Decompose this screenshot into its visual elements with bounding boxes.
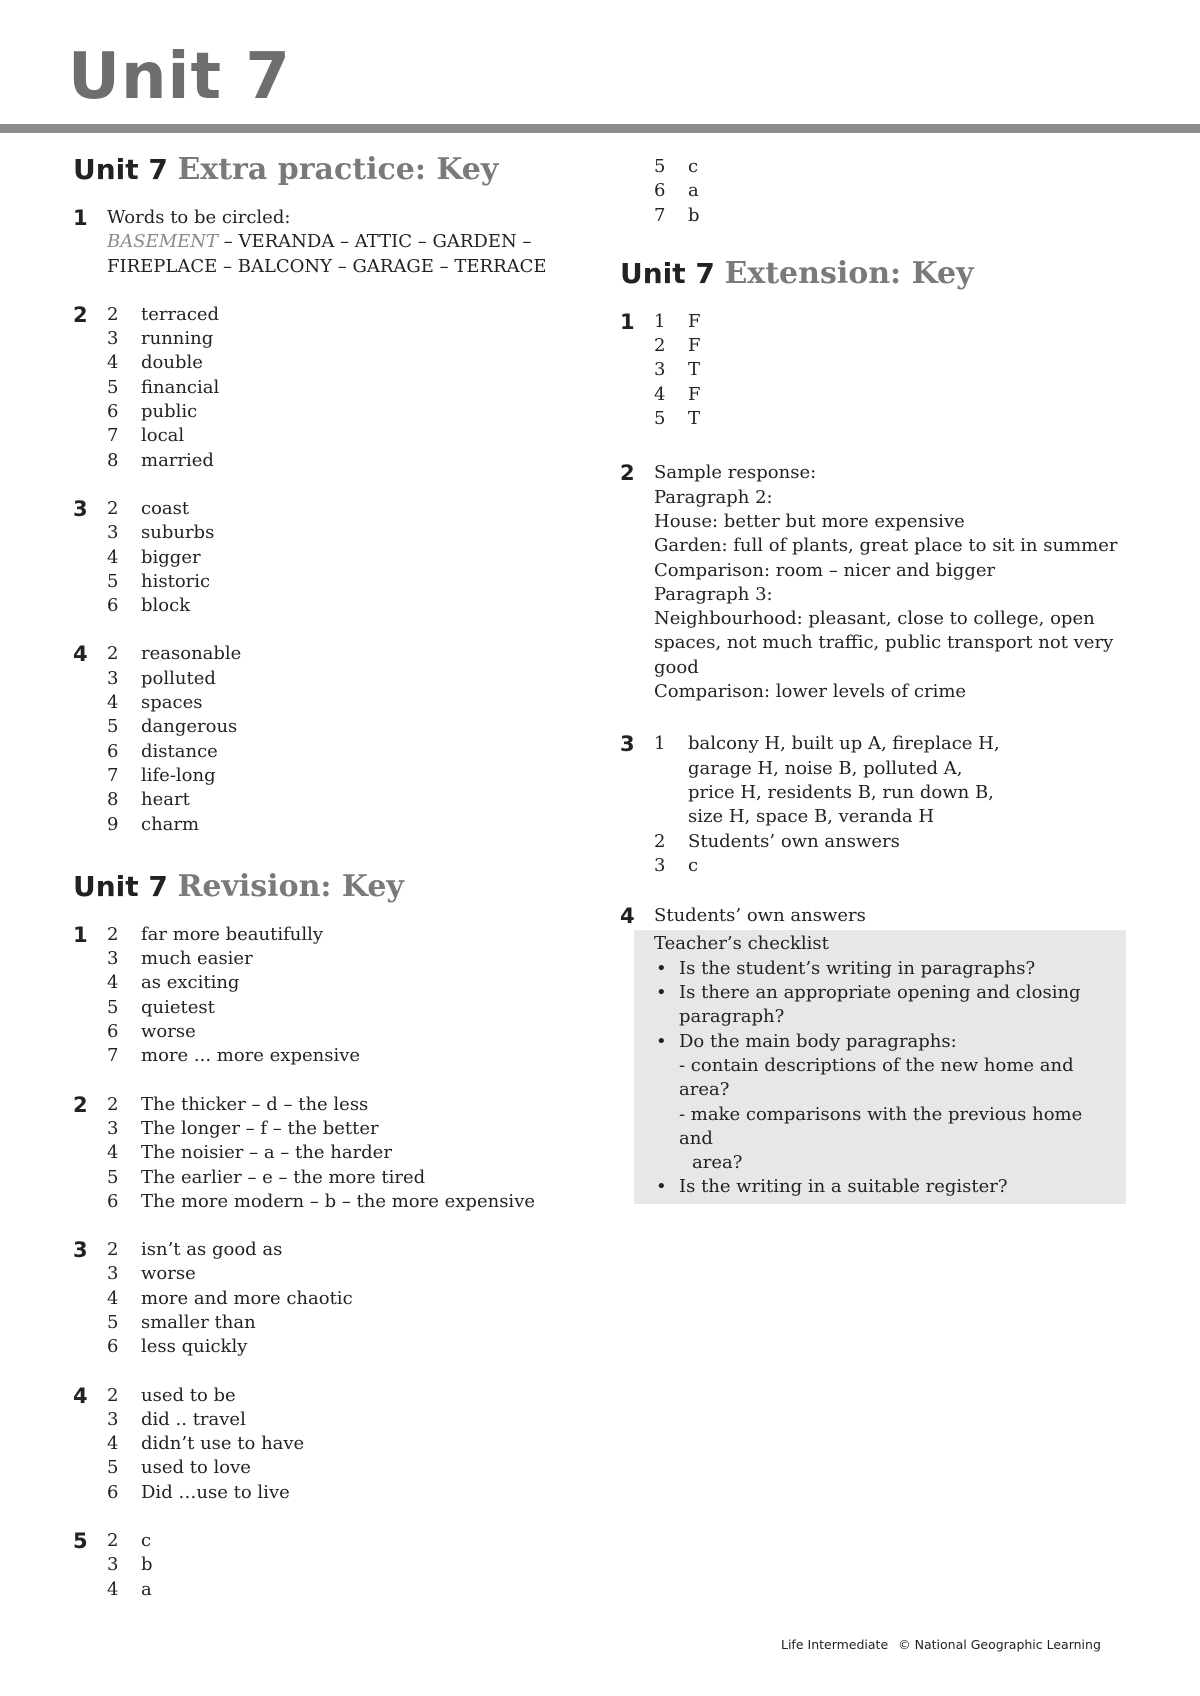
item-number: 7 — [107, 425, 119, 447]
item-number: 2 — [107, 1239, 119, 1261]
item-text: polluted — [141, 667, 216, 689]
exercise-number: 3 — [73, 496, 88, 521]
list-item — [107, 740, 613, 764]
answer-line: House: better but more expensive — [654, 510, 965, 532]
list-item — [107, 1093, 613, 1117]
answer-line: good — [654, 656, 699, 678]
item-number: 5 — [107, 1457, 119, 1479]
checklist-continuation: paragraph? — [679, 1006, 785, 1028]
list-item — [107, 996, 613, 1020]
list-item — [107, 1238, 613, 1262]
item-number: 5 — [107, 996, 119, 1018]
teacher-checklist — [634, 930, 1126, 1203]
answer-line: balcony H, built up A, fireplace H, — [688, 733, 1000, 755]
list-item — [107, 1553, 613, 1577]
item-number: 2 — [107, 1384, 119, 1406]
item-text: dangerous — [141, 716, 238, 738]
bullet-icon: • — [656, 1030, 667, 1052]
item-text: The thicker – d – the less — [141, 1093, 369, 1115]
item-number: 3 — [654, 854, 666, 876]
heading-unit: Unit 7 — [620, 256, 715, 290]
page-title: Unit 7 — [68, 40, 291, 114]
item-text: spaces — [141, 692, 203, 714]
answer-line: Sample response: — [654, 462, 817, 484]
answer-line: Garden: full of plants, great place to sit in summer — [654, 535, 1118, 557]
item-text: Students’ own answers — [688, 830, 900, 852]
list-item — [107, 521, 613, 545]
exercise-number: 4 — [620, 904, 635, 929]
list-item — [107, 351, 613, 375]
item-text: isn’t as good as — [141, 1239, 283, 1261]
heading-label: Extension: Key — [724, 255, 974, 291]
list-item — [107, 327, 613, 351]
checklist-title: Teacher’s checklist — [654, 933, 829, 955]
item-number: 2 — [107, 1093, 119, 1115]
item-text: suburbs — [141, 522, 215, 544]
list-item — [654, 732, 1140, 829]
item-text: The noisier – a – the harder — [141, 1142, 392, 1164]
item-text: distance — [141, 740, 218, 762]
right-column — [620, 155, 1140, 1228]
heading-label: Revision: Key — [177, 868, 404, 904]
list-item — [654, 155, 1140, 179]
list-item — [107, 1020, 613, 1044]
item-text: The earlier – e – the more tired — [141, 1166, 426, 1188]
exercise — [73, 303, 613, 473]
item-text: double — [141, 352, 203, 374]
answer-line: Words to be circled: — [107, 207, 291, 228]
item-text: b — [141, 1554, 153, 1576]
item-number: 6 — [107, 1021, 119, 1043]
list-item — [654, 358, 1140, 382]
checklist-item — [654, 1030, 1116, 1054]
item-text: T — [688, 408, 701, 430]
item-text: more ... more expensive — [141, 1045, 361, 1067]
item-number: 3 — [107, 667, 119, 689]
example-word: BASEMENT — [107, 231, 219, 253]
item-number: 6 — [654, 180, 666, 202]
checklist-text: Do the main body paragraphs: — [679, 1030, 957, 1052]
list-item — [654, 334, 1140, 358]
checklist-continuation: area? — [692, 1152, 743, 1174]
list-item — [107, 1456, 613, 1480]
list-item — [107, 691, 613, 715]
footer-book: Life Intermediate — [781, 1637, 889, 1652]
answer-line: garage H, noise B, polluted A, — [688, 757, 963, 779]
list-item — [107, 570, 613, 594]
item-number: 2 — [107, 497, 119, 519]
item-text: smaller than — [141, 1311, 256, 1333]
item-number: 4 — [107, 1433, 119, 1455]
list-item — [107, 813, 613, 837]
header-divider — [0, 124, 1200, 133]
exercise — [620, 310, 1140, 431]
item-text: a — [688, 180, 699, 202]
item-text: far more beautifully — [141, 923, 324, 945]
bullet-icon: • — [656, 1176, 667, 1198]
exercise-number: 2 — [73, 302, 88, 327]
list-item — [107, 1578, 613, 1602]
exercise-continued — [620, 155, 1140, 228]
list-item — [107, 303, 613, 327]
answer-line — [107, 230, 613, 254]
list-item — [107, 594, 613, 618]
item-number: 7 — [107, 1045, 119, 1067]
exercise-number: 2 — [620, 461, 635, 486]
item-text: historic — [141, 570, 211, 592]
list-item — [654, 407, 1140, 431]
item-number: 2 — [654, 335, 666, 357]
list-item — [107, 788, 613, 812]
answer-line: price H, residents B, run down B, — [688, 781, 994, 803]
list-item — [654, 854, 1140, 878]
item-number: 1 — [654, 733, 666, 755]
page-footer — [781, 1637, 1101, 1652]
item-text: T — [688, 359, 701, 381]
exercise — [73, 642, 613, 836]
item-number: 4 — [107, 546, 119, 568]
item-text: quietest — [141, 996, 215, 1018]
item-text: heart — [141, 789, 190, 811]
list-item — [654, 310, 1140, 334]
exercise-number: 4 — [73, 642, 88, 667]
exercise-number: 1 — [73, 922, 88, 947]
item-number: 3 — [654, 359, 666, 381]
answer-line: Students’ own answers — [654, 905, 866, 927]
answer-line: Neighbourhood: pleasant, close to college, open — [654, 608, 1095, 630]
item-text: c — [688, 854, 699, 876]
list-item — [107, 1141, 613, 1165]
answer-line: Paragraph 3: — [654, 583, 773, 605]
exercise-number: 4 — [73, 1383, 88, 1408]
item-number: 4 — [107, 1142, 119, 1164]
item-number: 9 — [107, 813, 119, 835]
item-number: 5 — [107, 376, 119, 398]
item-number: 5 — [107, 716, 119, 738]
item-text: The longer – f – the better — [141, 1117, 379, 1139]
checklist-item — [654, 1175, 1116, 1199]
list-item — [654, 383, 1140, 407]
exercise — [73, 1093, 613, 1214]
list-item — [107, 1166, 613, 1190]
item-text: block — [141, 595, 191, 617]
checklist-text: Is the student’s writing in paragraphs? — [679, 957, 1036, 979]
exercise-number: 2 — [73, 1092, 88, 1117]
item-text: life-long — [141, 764, 216, 786]
checklist-text: Is the writing in a suitable register? — [679, 1176, 1008, 1198]
item-number: 6 — [107, 595, 119, 617]
exercise — [620, 904, 1140, 1204]
item-text: terraced — [141, 303, 220, 325]
exercise — [73, 1529, 613, 1602]
answer-line: spaces, not much traffic, public transport not very — [654, 632, 1114, 654]
item-text: used to be — [141, 1384, 236, 1406]
heading-unit: Unit 7 — [73, 869, 168, 903]
item-number: 5 — [107, 1166, 119, 1188]
list-item — [107, 424, 613, 448]
answer-line: Paragraph 2: — [654, 486, 773, 508]
item-number: 5 — [107, 1311, 119, 1333]
item-text: a — [141, 1578, 152, 1600]
answer-line: FIREPLACE – BALCONY – GARAGE – TERRACE — [107, 255, 547, 277]
list-item — [107, 1044, 613, 1068]
answer-line: Comparison: room – nicer and bigger — [654, 559, 996, 581]
extension-heading — [620, 254, 1140, 294]
item-text: as exciting — [141, 972, 240, 994]
exercise-number: 1 — [620, 309, 635, 334]
list-item — [107, 1529, 613, 1553]
item-number: 6 — [107, 740, 119, 762]
list-item — [107, 546, 613, 570]
exercise — [73, 497, 613, 618]
item-number: 5 — [654, 408, 666, 430]
list-item — [107, 1335, 613, 1359]
item-text: did .. travel — [141, 1408, 246, 1430]
answer-line: Comparison: lower levels of crime — [654, 681, 967, 703]
bullet-icon: • — [656, 982, 667, 1004]
item-text: running — [141, 328, 214, 350]
checklist-item — [654, 981, 1116, 1005]
exercise — [73, 1384, 613, 1505]
exercise-number: 1 — [73, 206, 88, 230]
checklist-subitem: - make comparisons with the previous home and — [679, 1103, 1083, 1149]
item-number: 1 — [654, 310, 666, 332]
list-item — [107, 376, 613, 400]
answer-line: size H, space B, veranda H — [688, 806, 935, 828]
list-item — [107, 1287, 613, 1311]
item-text: more and more chaotic — [141, 1287, 353, 1309]
list-item — [107, 1384, 613, 1408]
list-item — [107, 764, 613, 788]
item-text: F — [688, 383, 701, 405]
list-item — [107, 971, 613, 995]
item-text: worse — [141, 1263, 196, 1285]
item-number: 4 — [107, 1578, 119, 1600]
list-item — [654, 204, 1140, 228]
bullet-icon: • — [656, 957, 667, 979]
exercise-number: 3 — [620, 732, 635, 757]
item-number: 3 — [107, 1408, 119, 1430]
item-number: 5 — [654, 156, 666, 177]
list-item — [654, 830, 1140, 854]
item-number: 2 — [654, 830, 666, 852]
list-item — [107, 1190, 613, 1214]
item-number: 6 — [107, 401, 119, 423]
item-text: public — [141, 401, 198, 423]
footer-copyright: © National Geographic Learning — [898, 1637, 1101, 1652]
item-number: 6 — [107, 1481, 119, 1503]
item-number: 6 — [107, 1190, 119, 1212]
list-item — [107, 642, 613, 666]
exercise-number: 5 — [73, 1529, 88, 1554]
item-number: 3 — [107, 1117, 119, 1139]
item-number: 8 — [107, 449, 119, 471]
item-number: 7 — [654, 204, 666, 226]
exercise — [73, 923, 613, 1069]
item-text: charm — [141, 813, 200, 835]
exercise — [73, 1238, 613, 1359]
exercise — [620, 732, 1140, 878]
item-text: c — [688, 156, 699, 177]
item-text: financial — [141, 376, 220, 398]
item-number: 4 — [654, 383, 666, 405]
list-item — [107, 1117, 613, 1141]
exercise-number: 3 — [73, 1238, 88, 1263]
item-number: 2 — [107, 1530, 119, 1552]
item-number: 6 — [107, 1336, 119, 1358]
list-item — [107, 923, 613, 947]
item-number: 2 — [107, 303, 119, 325]
exercise — [73, 206, 613, 279]
item-text: reasonable — [141, 643, 242, 665]
list-item — [107, 1311, 613, 1335]
item-number: 4 — [107, 692, 119, 714]
item-text: bigger — [141, 546, 201, 568]
item-text: F — [688, 310, 701, 332]
exercise — [620, 461, 1140, 704]
list-item — [107, 449, 613, 473]
list-item — [107, 400, 613, 424]
list-item — [654, 179, 1140, 203]
answer-words: – VERANDA – ATTIC – GARDEN – — [218, 231, 532, 253]
item-text: less quickly — [141, 1336, 248, 1358]
left-column — [73, 150, 613, 1626]
item-text: much easier — [141, 948, 253, 970]
checklist-text: Is there an appropriate opening and closing — [679, 982, 1081, 1004]
revision-heading — [73, 867, 613, 907]
item-number: 3 — [107, 522, 119, 544]
item-text: didn’t use to have — [141, 1433, 305, 1455]
item-text: used to love — [141, 1457, 251, 1479]
item-number: 8 — [107, 789, 119, 811]
list-item — [107, 1408, 613, 1432]
list-item — [107, 667, 613, 691]
list-item — [107, 1481, 613, 1505]
item-number: 3 — [107, 1554, 119, 1576]
list-item — [107, 1432, 613, 1456]
heading-label: Extra practice: Key — [177, 152, 499, 187]
item-number: 4 — [107, 1287, 119, 1309]
item-number: 7 — [107, 764, 119, 786]
item-number: 4 — [107, 352, 119, 374]
item-text: worse — [141, 1021, 196, 1043]
item-text: Did …use to live — [141, 1481, 290, 1503]
item-text: The more modern – b – the more expensive — [141, 1190, 536, 1212]
item-text: F — [688, 335, 701, 357]
item-text: b — [688, 204, 700, 226]
item-number: 4 — [107, 972, 119, 994]
checklist-item — [654, 957, 1116, 981]
item-number: 3 — [107, 328, 119, 350]
item-text: c — [141, 1530, 152, 1552]
item-number: 2 — [107, 643, 119, 665]
heading-unit: Unit 7 — [73, 153, 168, 186]
list-item — [107, 497, 613, 521]
item-number: 3 — [107, 948, 119, 970]
item-text — [688, 732, 1140, 829]
list-item — [107, 1262, 613, 1286]
item-text: coast — [141, 497, 190, 519]
item-number: 5 — [107, 570, 119, 592]
extra-practice-heading — [73, 150, 613, 190]
checklist-subitem: - contain descriptions of the new home and area? — [679, 1054, 1074, 1101]
item-number: 3 — [107, 1263, 119, 1285]
item-text: local — [141, 425, 185, 447]
item-number: 2 — [107, 923, 119, 945]
item-text: married — [141, 449, 214, 471]
list-item — [107, 947, 613, 971]
list-item — [107, 715, 613, 739]
